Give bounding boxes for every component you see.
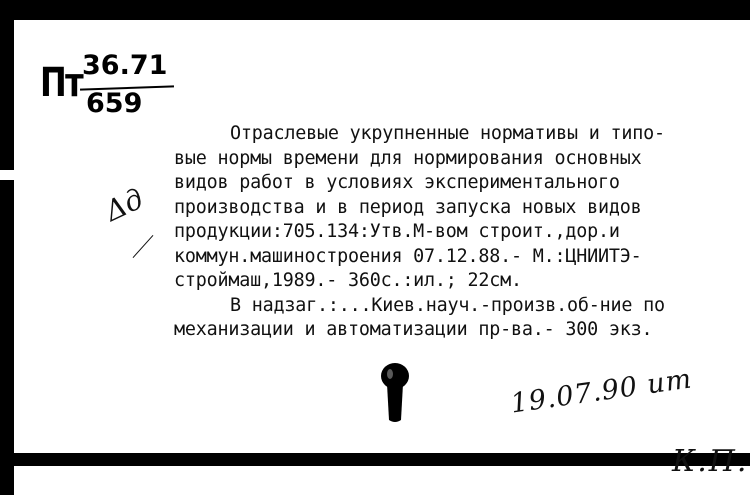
description-line: В надзаг.:...Киев.науч.-произв.об-ние по [230, 294, 665, 316]
shelf-mark-prefix: Пт [40, 60, 83, 106]
description-line: механизации и автоматизации пр-ва.- 300 экз. [174, 319, 653, 340]
handwritten-date-note: 19.07.90 ит [508, 363, 695, 420]
shelf-mark-denominator: 659 [86, 88, 143, 119]
description-line: продукции:705.134:Утв.М-вом строит.,дор.и [174, 221, 620, 242]
punch-hole-icon [378, 362, 412, 424]
description-line: видов работ в условиях экспериментального [174, 172, 620, 193]
shelf-mark [36, 50, 186, 130]
shelf-mark-numerator: 36.71 [82, 50, 168, 81]
description-line: вые нормы времени для нормирования основных [174, 147, 642, 169]
description-line: коммун.машиностроения 07.12.88.- М.:ЦНИИТЭ- [174, 245, 642, 267]
description-line: Отраслевые укрупненные нормативы и типо- [230, 123, 665, 144]
bibliographic-description [174, 122, 734, 343]
card-edge-notch [0, 170, 14, 180]
description-line: производства и в период запуска новых видов [174, 196, 642, 218]
handwritten-margin-note: Δд [100, 181, 149, 228]
card-bottom-strip [14, 466, 750, 495]
description-line: строймаш,1989.- 360с.:ил.; 22см. [174, 270, 522, 291]
handwritten-initials: К.П. [672, 444, 749, 479]
